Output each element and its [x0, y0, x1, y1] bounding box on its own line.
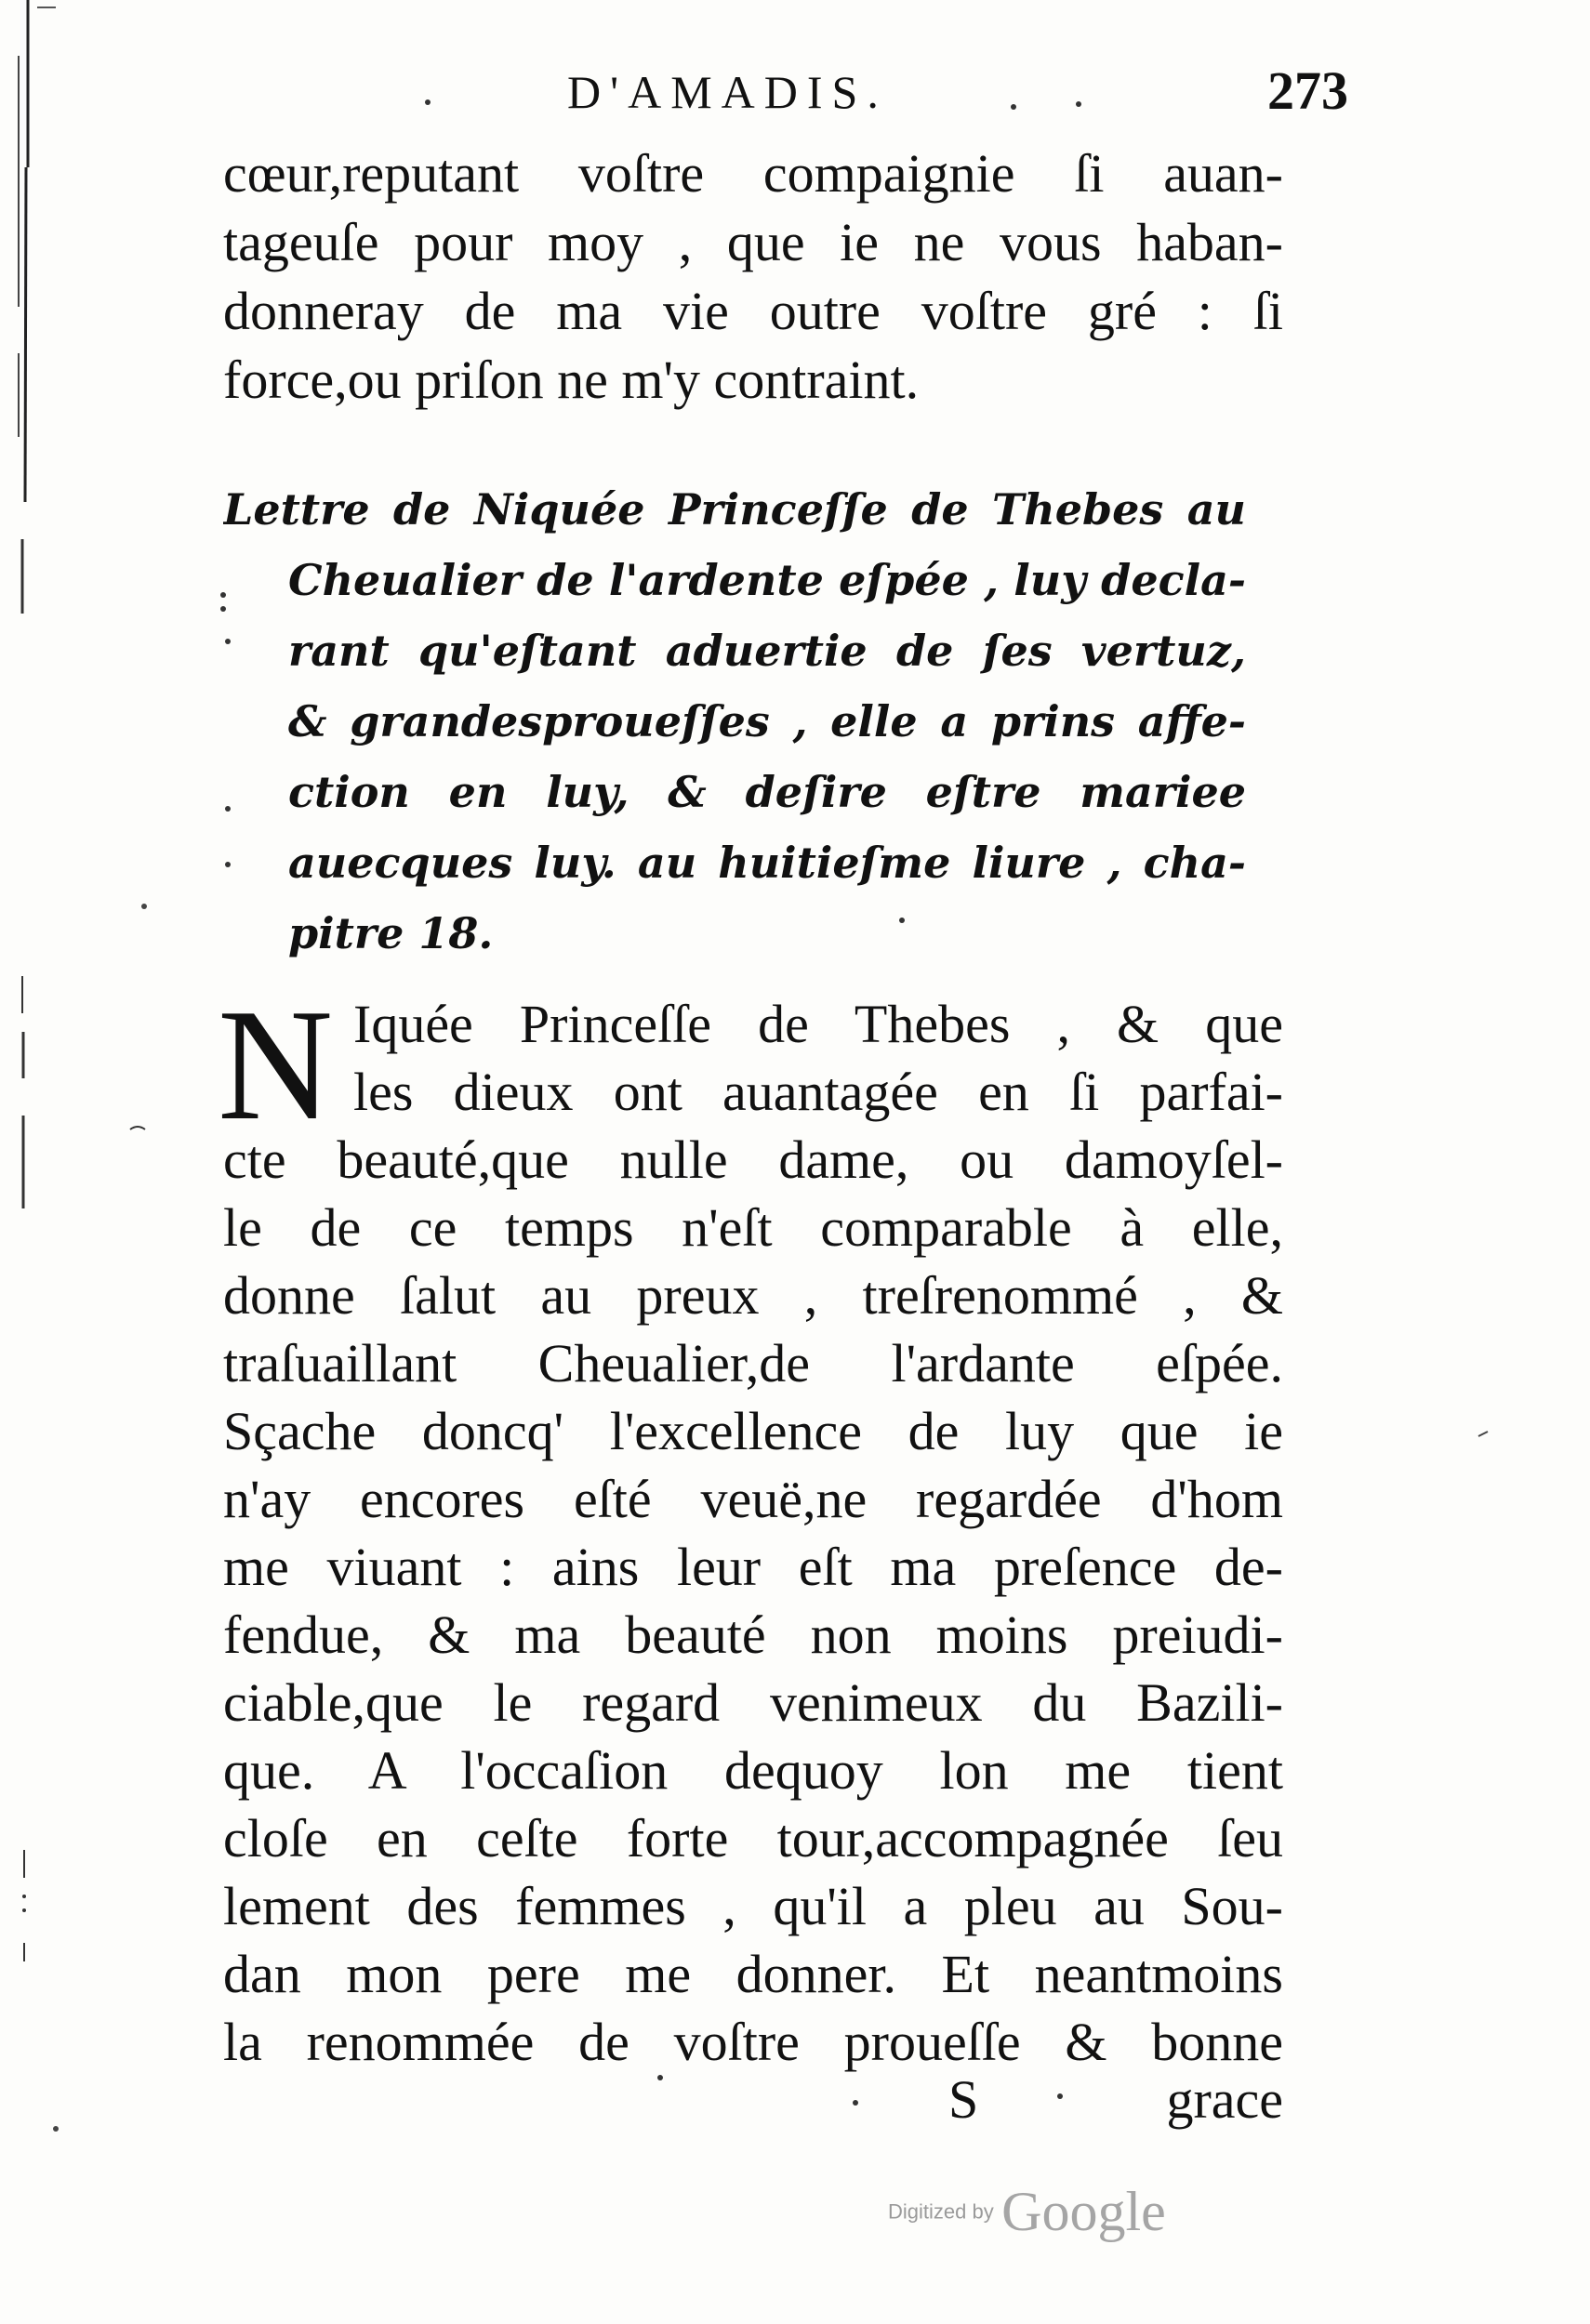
text-line: que. A l'occaſion dequoy lon me tient — [223, 1740, 1283, 1801]
heading-line: Cheualier de l'ardente eſpée , luy decla- — [288, 555, 1246, 605]
text-line: donneray de ma vie outre voſtre gré : ſi — [223, 281, 1283, 341]
signature-mark: S — [948, 2069, 979, 2130]
letter-heading — [223, 474, 1246, 969]
catchword: grace — [1166, 2069, 1283, 2130]
text-line: Iquée Princeſſe de Thebes , & que — [353, 994, 1283, 1054]
binding-edge — [0, 0, 56, 2324]
page-number: 273 — [1267, 60, 1348, 121]
digitization-watermark — [888, 2180, 1166, 2244]
text-line: ciable,que le regard venimeux du Bazili- — [223, 1672, 1283, 1733]
heading-line: Lettre de Niquée Princeſſe de Thebes au — [223, 484, 1246, 535]
drop-cap: N — [218, 977, 334, 1154]
text-line: cte beauté,que nulle dame, ou damoyſel- — [223, 1129, 1283, 1190]
running-title: D'AMADIS. — [567, 66, 888, 118]
google-logo: Google — [1001, 2181, 1166, 2242]
text-line: les dieux ont auantagée en ſi parfai- — [353, 1062, 1283, 1122]
heading-line: ction en luy, & deſire eſtre mariee — [288, 767, 1246, 817]
page-header — [223, 60, 1348, 139]
text-line: traſuaillant Cheualier,de l'ardante eſpée. — [223, 1333, 1283, 1393]
text-line: force,ou priſon ne m'y contraint. — [223, 350, 920, 410]
closing-paragraph — [223, 139, 1283, 415]
text-line: cloſe en ceſte forte tour,accompagnée ſeu — [223, 1808, 1283, 1868]
text-line: me viuant : ains leur eſt ma preſence de- — [223, 1537, 1283, 1597]
heading-line: pitre 18. — [288, 908, 494, 958]
text-line: la renommée de voſtre proueſſe & bonne — [223, 2012, 1283, 2072]
text-line: donne ſalut au preux , treſrenommé , & — [223, 1265, 1283, 1326]
letter-body — [218, 977, 1283, 2076]
text-line: le de ce temps n'eſt comparable à elle, — [223, 1197, 1283, 1258]
watermark-prefix: Digitized by — [888, 2199, 994, 2224]
text-line: lement des femmes , qu'il a pleu au Sou- — [223, 1876, 1283, 1936]
text-line: Sçache doncq' l'excellence de luy que ie — [223, 1401, 1283, 1461]
heading-line: & grandesproueſſes , elle a prins affe- — [288, 696, 1246, 746]
text-line: dan mon pere me donner. Et neantmoins — [223, 1944, 1283, 2004]
text-line: tageuſe pour moy , que ie ne vous haban- — [223, 212, 1283, 272]
text-line: fendue, & ma beauté non moins preiudi- — [223, 1604, 1283, 1665]
text-line: n'ay encores eſté veuë,ne regardée d'hom — [223, 1469, 1283, 1529]
text-line: cœur,reputant voſtre compaignie ſi auan- — [223, 143, 1283, 204]
heading-line: rant qu'eſtant aduertie de ſes vertuz, — [288, 626, 1246, 676]
page-footer — [223, 2068, 1283, 2143]
heading-line: auecques luy. au huitieſme liure , cha- — [288, 838, 1246, 888]
binding-edge-marks — [0, 0, 56, 2324]
